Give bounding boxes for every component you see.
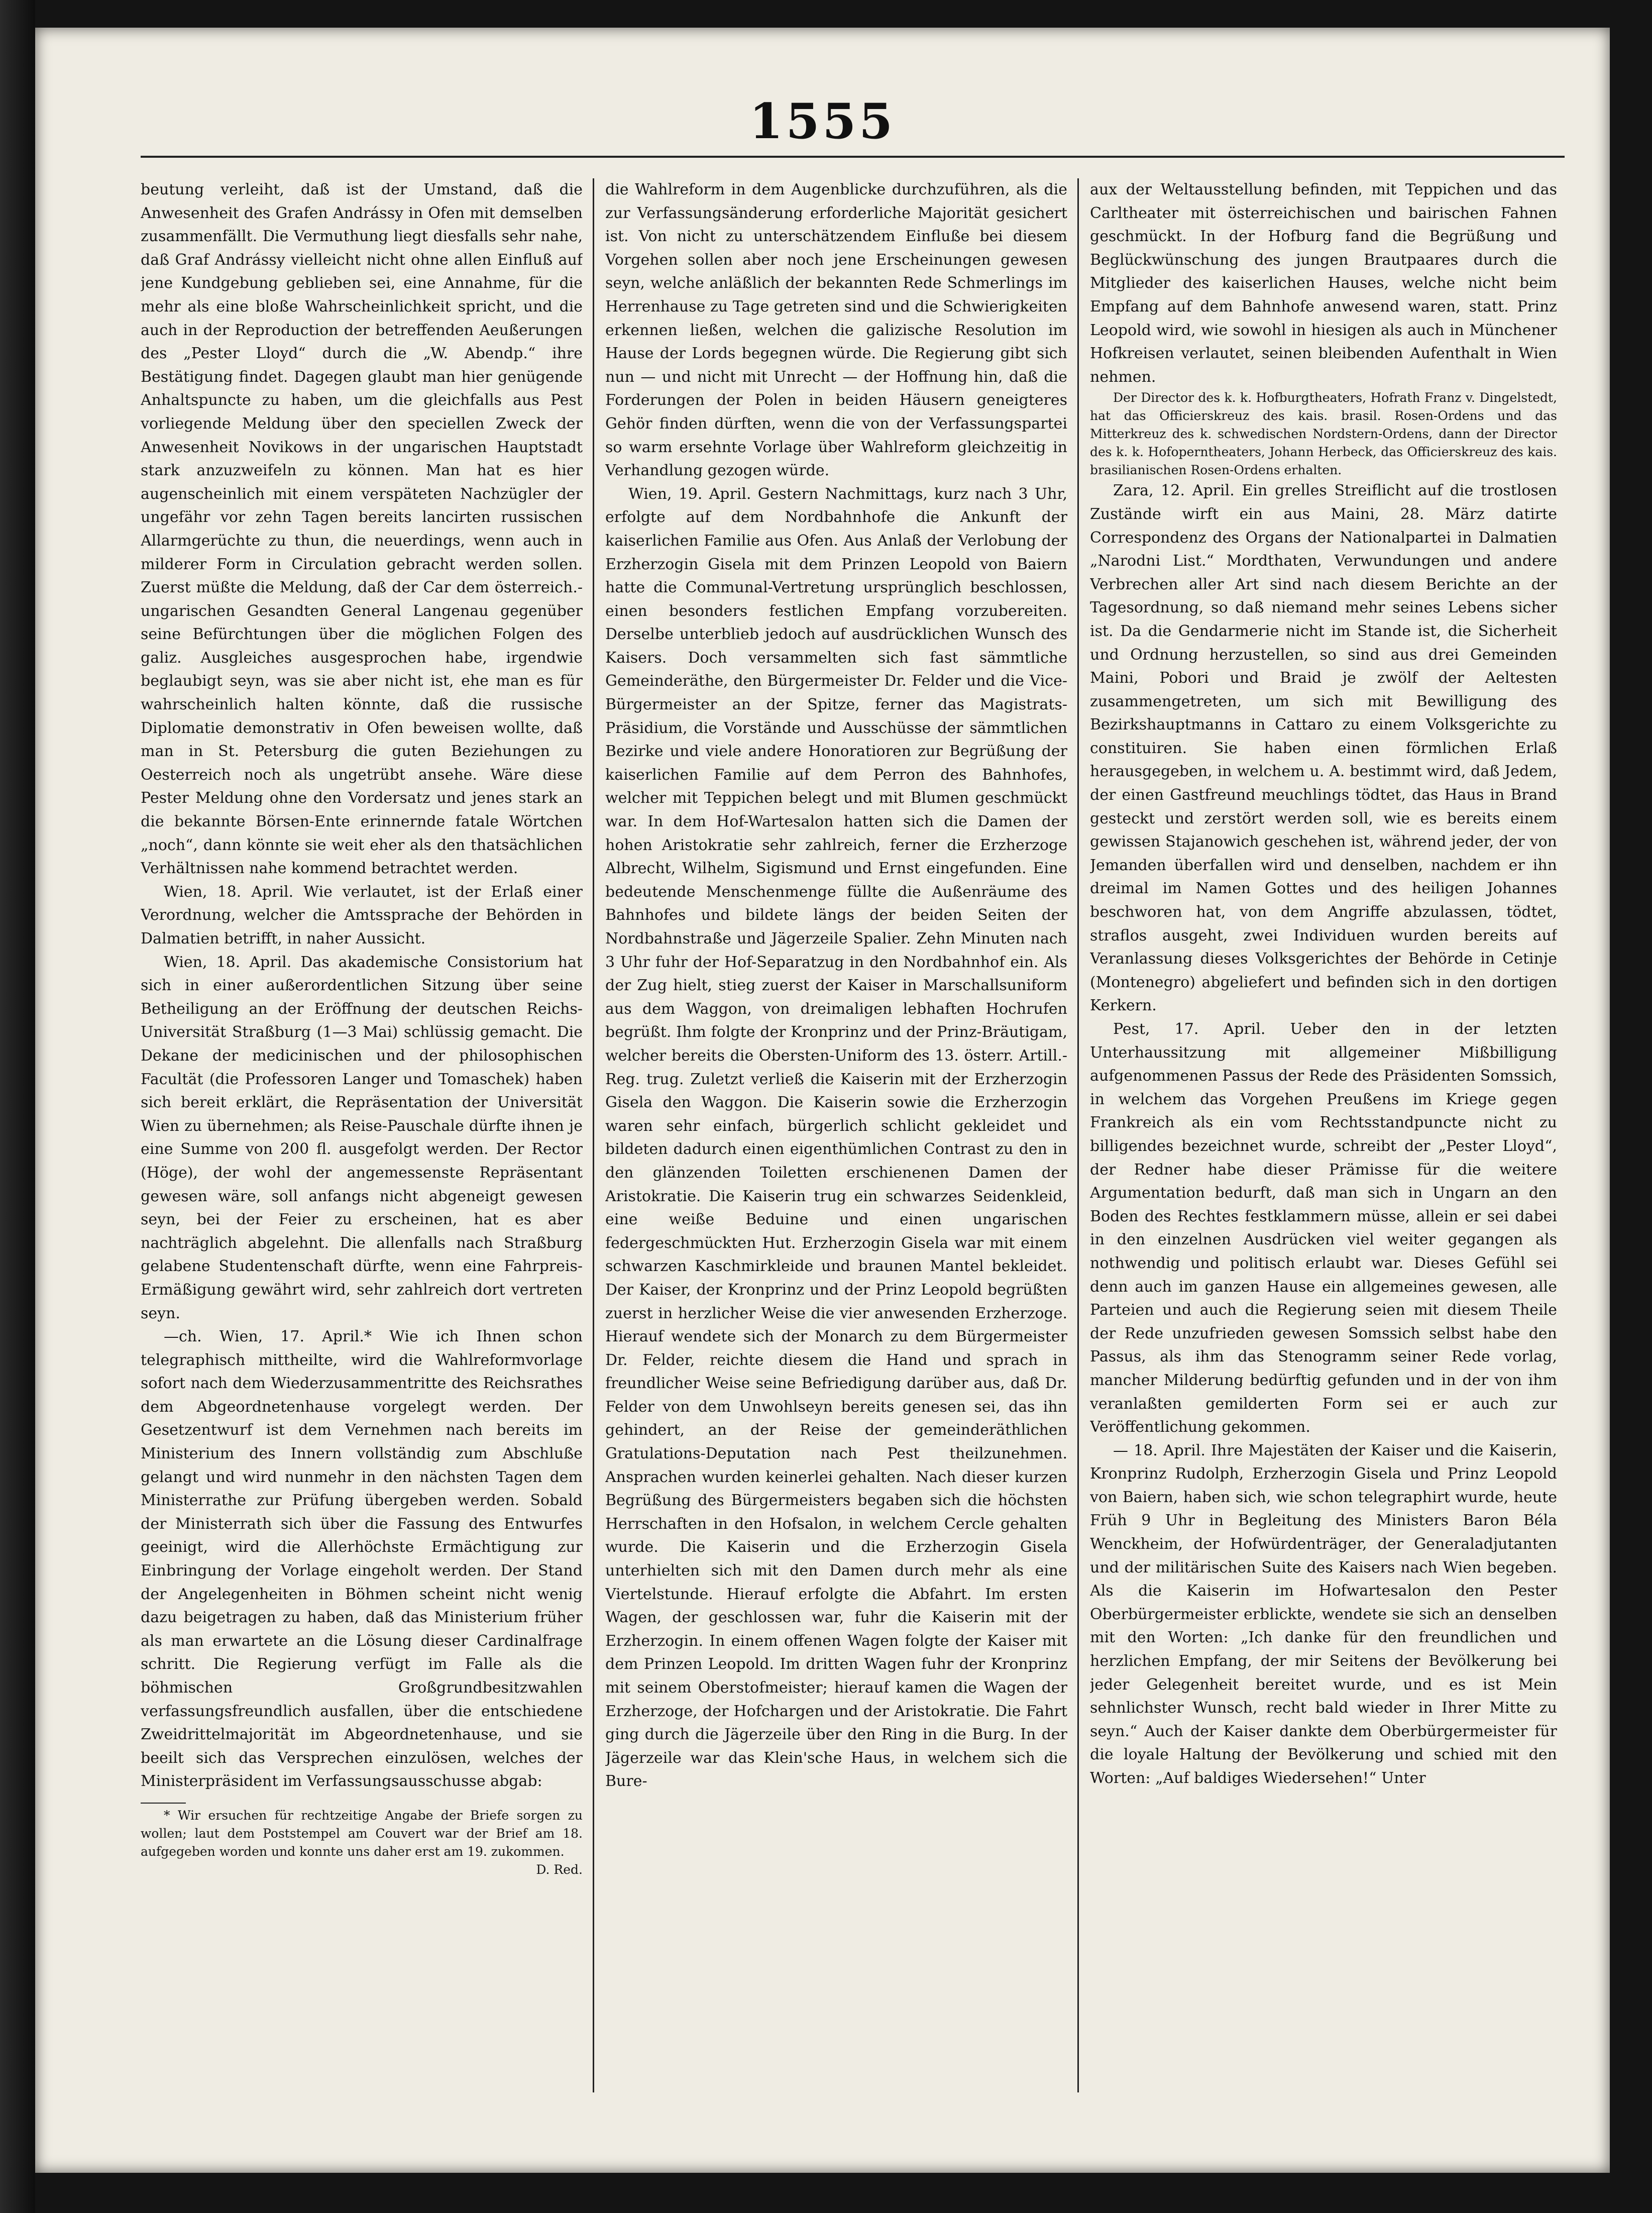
article-paragraph: —ch. Wien, 17. April.* Wie ich Ihnen schon telegraphisch mittheilte, wird die Wahlreformvorlage sofort nach dem Wiederzusammentritte des Reichsrathes dem Abgeordnetenhause vorgelegt werden. Der Gesetzentwurf ist dem Vernehmen nach bereits im Ministerium des Innern vollständig zum Abschluße gelangt und wird nunmehr in den nächsten Tagen dem Ministerrathe zur Prüfung übergeben werden. Sobald der Ministerrath sich über die Fassung des Entwurfes geeinigt, wird die Allerhöchste Ermächtigung zur Einbringung der Vorlage eingeholt werden. Der Stand der Angelegenheiten in Böhmen scheint nicht wenig dazu beigetragen zu haben, daß das Ministerium früher als man erwartete an die Lösung dieser Cardinalfrage schritt. Die Regierung verfügt im Falle als die böhmischen Großgrundbesitzwahlen verfassungsfreundlich ausfallen, über die entschiedene Zweidrittelmajorität im Abgeordnetenhause, und sie beeilt sich das Versprechen einzulösen, welches der Ministerpräsident im Verfassungsausschusse abgab: bbox=[141, 1328, 583, 1790]
article-paragraph: — 18. April. Ihre Majestäten der Kaiser und die Kaiserin, Kronprinz Rudolph, Erzherzogin Gisela und Prinz Leopold von Baiern, haben sich, wie schon telegraphirt wurde, heute Früh 9 Uhr in Begleitung des Ministers Baron Béla Wenckheim, der Hofwürdenträger, der Generaladjutanten und der militärischen Suite des Kaisers nach Wien begeben. Als die Kaiserin im Hofwartesalon den Pester Oberbürgermeister erblickte, wendete sie sich an denselben mit den Worten: „Ich danke für den freundlichen und herzlichen Empfang, der mir Seitens der Bevölkerung bei jeder Gelegenheit bereitet wurde, und es ist Mein sehnlichster Wunsch, recht bald wieder in Ihrer Mitte zu seyn.“ Auch der Kaiser dankte dem Oberbürgermeister für die loyale Haltung der Bevölkerung und schied mit den Worten: „Auf baldiges Wiedersehen!“ Unter bbox=[1090, 1441, 1557, 1787]
column-left bbox=[141, 178, 583, 2092]
article-paragraph: Pest, 17. April. Ueber den in der letzten Unterhaussitzung mit allgemeiner Mißbilligung aufgenommenen Passus der Rede des Präsidenten Somssich, in welchem das Vorgehen Preußens im Kriege gegen Frankreich als ein vom Rechtsstandpuncte nicht zu billigendes bezeichnet wurde, schreibt der „Pester Lloyd“, der Redner habe dieser Prämisse für die weitere Argumentation bedurft, daß man sich in Ungarn an den Boden des Rechtes festklammern müsse, allein er sei dabei in den einzelnen Ausdrücken viel weiter gegangen als nothwendig und politisch erlaubt war. Dieses Gefühl sei denn auch im ganzen Hause ein allgemeines gewesen, alle Parteien und auch die Regierung seien mit diesem Theile der Rede unzufrieden gewesen Somssich selbst habe den Passus, als ihm das Stenogramm seiner Rede vorlag, mancher Milderung bedürftig gefunden und in der von ihm veranlaßten gemilderten Form sei er auch zur Veröffentlichung gekommen. bbox=[1090, 1020, 1557, 1436]
notice-paragraph: Der Director des k. k. Hofburgtheaters, Hofrath Franz v. Dingelstedt, hat das Officierskreuz des kais. brasil. Rosen-Ordens und das Mitterkreuz des k. schwedischen Nordstern-Ordens, dann der Director des k. k. Hofoperntheaters, Johann Herbeck, das Officierskreuz des kais. brasilianischen Rosen-Ordens erhalten. bbox=[1090, 390, 1557, 478]
footnote-rule bbox=[141, 1803, 186, 1804]
header-rule bbox=[141, 156, 1565, 158]
article-paragraph: Wien, 18. April. Das akademische Consistorium hat sich in einer außerordentlichen Sitzung über seine Betheiligung an der Eröffnung der deutschen Reichs-Universität Straßburg (1—3 Mai) schlüssig gemacht. Die Dekane der medicinischen und der philosophischen Facultät (die Professoren Langer und Tomaschek) haben sich bereit erklärt, die Repräsentation der Universität Wien zu übernehmen; als Reise-Pauschale dürfte ihnen je eine Summe von 200 fl. ausgefolgt werden. Der Rector (Höge), der wohl der angemessenste Repräsentant gewesen wäre, soll anfangs nicht abgeneigt gewesen seyn, bei der Feier zu erscheinen, hat es aber nachträglich abgelehnt. Die allenfalls nach Straßburg gelabene Studentenschaft dürfte, wenn eine Fahrpreis-Ermäßigung gewährt wird, sehr zahlreich dort vertreten seyn. bbox=[141, 953, 583, 1322]
column-divider bbox=[593, 178, 594, 2092]
column-middle bbox=[605, 178, 1067, 2092]
page-number: 1555 bbox=[749, 93, 896, 150]
column-right bbox=[1090, 178, 1557, 2092]
article-paragraph: beutung verleiht, daß ist der Umstand, daß die Anwesenheit des Grafen Andrássy in Ofen mit demselben zusammenfällt. Die Vermuthung liegt diesfalls sehr nahe, daß Graf Andrássy vielleicht nicht ohne allen Einfluß auf jene Kundgebung geblieben sei, eine Annahme, für die mehr als eine bloße Wahrscheinlichkeit spricht, und die auch in der Reproduction der betreffenden Aeußerungen des „Pester Lloyd“ durch die „W. Abendp.“ ihre Bestätigung findet. Dagegen glaubt man hier genügende Anhaltspuncte zu haben, um die gleichfalls aus Pest vorliegende Meldung über den speciellen Zweck der Anwesenheit Novikows in der ungarischen Hauptstadt stark anzuzweifeln zu können. Man hat es hier augenscheinlich mit einem verspäteten Nachzügler der ungefähr vor zehn Tagen bereits lancirten russischen Allarmgerüchte zu thun, die neuerdings, wenn auch in milderer Form in Circulation gebracht werden sollen. Zuerst müßte die Meldung, daß der Car dem österreich.-ungarischen Gesandten General Langenau gegenüber seine Befürchtungen über die möglichen Folgen des galiz. Ausgleiches ausgesprochen habe, irgendwie beglaubigt seyn, was sie aber nicht ist, ehe man es für wahrscheinlich halten könnte, daß die russische Diplomatie demonstrativ in Ofen beweisen wollte, daß man in St. Petersburg die guten Beziehungen zu Oesterreich noch als ungetrübt ansehe. Wäre diese Pester Meldung ohne den Vordersatz und jenes stark an die bekannte Börsen-Ente erinnernde fatale Wörtchen „noch“, dann könnte sie weit eher als den thatsächlichen Verhältnissen nahe kommend betrachtet werden. bbox=[141, 181, 583, 878]
footnote-text: * Wir ersuchen für rechtzeitige Angabe der Briefe sorgen zu wollen; laut dem Poststempel am Couvert war der Brief am 18. aufgegeben worden und konnte uns daher erst am 19. zukommen. bbox=[141, 1808, 583, 1859]
article-paragraph: Wien, 18. April. Wie verlautet, ist der Erlaß einer Verordnung, welcher die Amtssprache der Behörden in Dalmatien betrifft, in naher Aussicht. bbox=[141, 883, 583, 947]
column-divider bbox=[1077, 178, 1079, 2092]
article-paragraph: Wien, 19. April. Gestern Nachmittags, kurz nach 3 Uhr, erfolgte auf dem Nordbahnhofe die Ankunft der kaiserlichen Familie aus Ofen. Aus Anlaß der Verlobung der Erzherzogin Gisela mit dem Prinzen Leopold von Baiern hatte die Communal-Vertretung ursprünglich beschlossen, einen besonders festlichen Empfang vorzubereiten. Derselbe unterblieb jedoch auf ausdrücklichen Wunsch des Kaisers. Doch versammelten sich fast sämmtliche Gemeinderäthe, den Bürgermeister Dr. Felder und die Vice-Bürgermeister an der Spitze, ferner das Magistrats-Präsidium, die Vorstände und Ausschüsse der sämmtlichen Bezirke und viele andere Honoratioren zur Begrüßung der kaiserlichen Familie auf dem Perron des Bahnhofes, welcher mit Teppichen belegt und mit Blumen geschmückt war. In dem Hof-Wartesalon hatten sich die Damen der hohen Aristokratie sehr zahlreich, ferner die Erzherzoge Albrecht, Wilhelm, Sigismund und Ernst eingefunden. Eine bedeutende Menschenmenge füllte die Außenräume des Bahnhofes und bildete längs der beiden Seiten der Nordbahnstraße und Jägerzeile Spalier. Zehn Minuten nach 3 Uhr fuhr der Hof-Separatzug in den Nordbahnhof ein. Als der Zug hielt, stieg zuerst der Kaiser in Marschallsuniform aus dem Waggon, von dreimaligen lebhaften Hochrufen begrüßt. Ihm folgte der Kronprinz und der Prinz-Bräutigam, welcher bereits die Obersten-Uniform des 13. österr. Artill.-Reg. trug. Zuletzt verließ die Kaiserin mit der Erzherzogin Gisela den Waggon. Die Kaiserin sowie die Erzherzogin waren sehr einfach, bürgerlich schlicht gekleidet und bildeten dadurch einen eigenthümlichen Contrast zu den in den glänzenden Toiletten erschienenen Damen der Aristokratie. Die Kaiserin trug ein schwarzes Seidenkleid, eine weiße Beduine und einen ungarischen federgeschmückten Hut. Erzherzogin Gisela war mit einem schwarzen Kaschmirkleide und braunen Mantel bekleidet. Der Kaiser, der Kronprinz und der Prinz Leopold begrüßten zuerst in herzlicher Weise die vier anwesenden Erzherzoge. Hierauf wendete sich der Monarch zu dem Bürgermeister Dr. Felder, reichte diesem die Hand und sprach in freundlicher Weise seine Befriedigung darüber aus, daß Dr. Felder von dem Unwohlseyn bereits genesen sei, das ihn gehindert, an der Reise der gemeinderäthlichen Gratulations-Deputation nach Pest theilzunehmen. Ansprachen wurden keinerlei gehalten. Nach dieser kurzen Begrüßung des Bürgermeisters begaben sich die höchsten Herrschaften in den Hofsalon, in welchem Cercle gehalten wurde. Die Kaiserin und die Erzherzogin Gisela unterhielten sich mit den Damen durch mehr als eine Viertelstunde. Hierauf erfolgte die Abfahrt. Im ersten Wagen, der geschlossen war, fuhr die Kaiserin mit der Erzherzogin. In einem offenen Wagen folgte der Kaiser mit dem Prinzen Leopold. Im dritten Wagen fuhr der Kronprinz mit seinem Oberstofmeister; hierauf kamen die Wagen der Erzherzoge, der Hofchargen und der Aristokratie. Die Fahrt ging durch die Jägerzeile über den Ring in die Burg. In der Jägerzeile war das Klein'sche Haus, in welchem sich die Bure- bbox=[605, 485, 1067, 1790]
footnote bbox=[141, 1807, 583, 1877]
article-paragraph: aux der Weltausstellung befinden, mit Teppichen und das Carltheater mit österreichischen und bairischen Fahnen geschmückt. In der Hofburg fand die Begrüßung und Beglückwünschung des jungen Brautpaares durch die Mitglieder des kaiserlichen Hauses, welche nicht beim Empfang auf dem Bahnhofe anwesend waren, statt. Prinz Leopold wird, wie sowohl in hiesigen als auch in Münchener Hofkreisen verlautet, seinen bleibenden Aufenthalt in Wien nehmen. bbox=[1090, 181, 1557, 386]
scan-left-edge bbox=[0, 0, 35, 2213]
article-paragraph: Zara, 12. April. Ein grelles Streiflicht auf die trostlosen Zustände wirft ein aus Maini, 28. März datirte Correspondenz des Organs der Nationalpartei in Dalmatien „Narodni List.“ Mordthaten, Verwundungen und andere Verbrechen aller Art sind nach diesem Berichte an der Tagesordnung, so daß niemand mehr seines Lebens sicher ist. Da die Gendarmerie nicht im Stande ist, die Sicherheit und Ordnung herzustellen, so sind aus drei Gemeinden Maini, Pobori und Braid je zwölf der Aeltesten zusammengetreten, um sich mit Bewilligung des Bezirkshauptmanns in Cattaro zu einem Volksgerichte zu constituiren. Sie haben einen förmlichen Erlaß herausgegeben, in welchem u. A. bestimmt wird, daß Jedem, der einen Gastfreund meuchlings tödtet, das Haus in Brand gesteckt und zerstört werden soll, wie es bereits einem gewissen Stajanowich geschehen ist, während jeder, der von Jemanden überfallen wird und denselben, nachdem er ihn dreimal im Namen Gottes und des heiligen Johannes beschworen hat, von dem Angriffe abzulassen, tödtet, straflos ausgeht, zwei Individuen wurden bereits auf Veranlassung dieses Volksgerichtes der Behörde in Cetinje (Montenegro) abgeliefert und befinden sich in den dortigen Kerkern. bbox=[1090, 482, 1557, 1015]
newspaper-page bbox=[35, 28, 1610, 2173]
article-paragraph: die Wahlreform in dem Augenblicke durchzuführen, als die zur Verfassungsänderung erforderliche Majorität gesichert ist. Von nicht zu unterschätzendem Einfluße bei diesem Vorgehen sollen aber noch jene Erscheinungen gewesen seyn, welche anläßlich der bekannten Rede Schmerlings im Herrenhause zu Tage getreten sind und die Schwierigkeiten erkennen ließen, welchen die galizische Resolution im Hause der Lords begegnen würde. Die Regierung gibt sich nun — und nicht mit Unrecht — der Hoffnung hin, daß die Forderungen der Polen in beiden Häusern geneigteres Gehör finden dürften, wenn die von der Verfassungspartei so warm ersehnte Vorlage über Wahlreform gleichzeitig in Verhandlung gezogen würde. bbox=[605, 181, 1067, 480]
footnote-signature: D. Red. bbox=[536, 1862, 583, 1877]
